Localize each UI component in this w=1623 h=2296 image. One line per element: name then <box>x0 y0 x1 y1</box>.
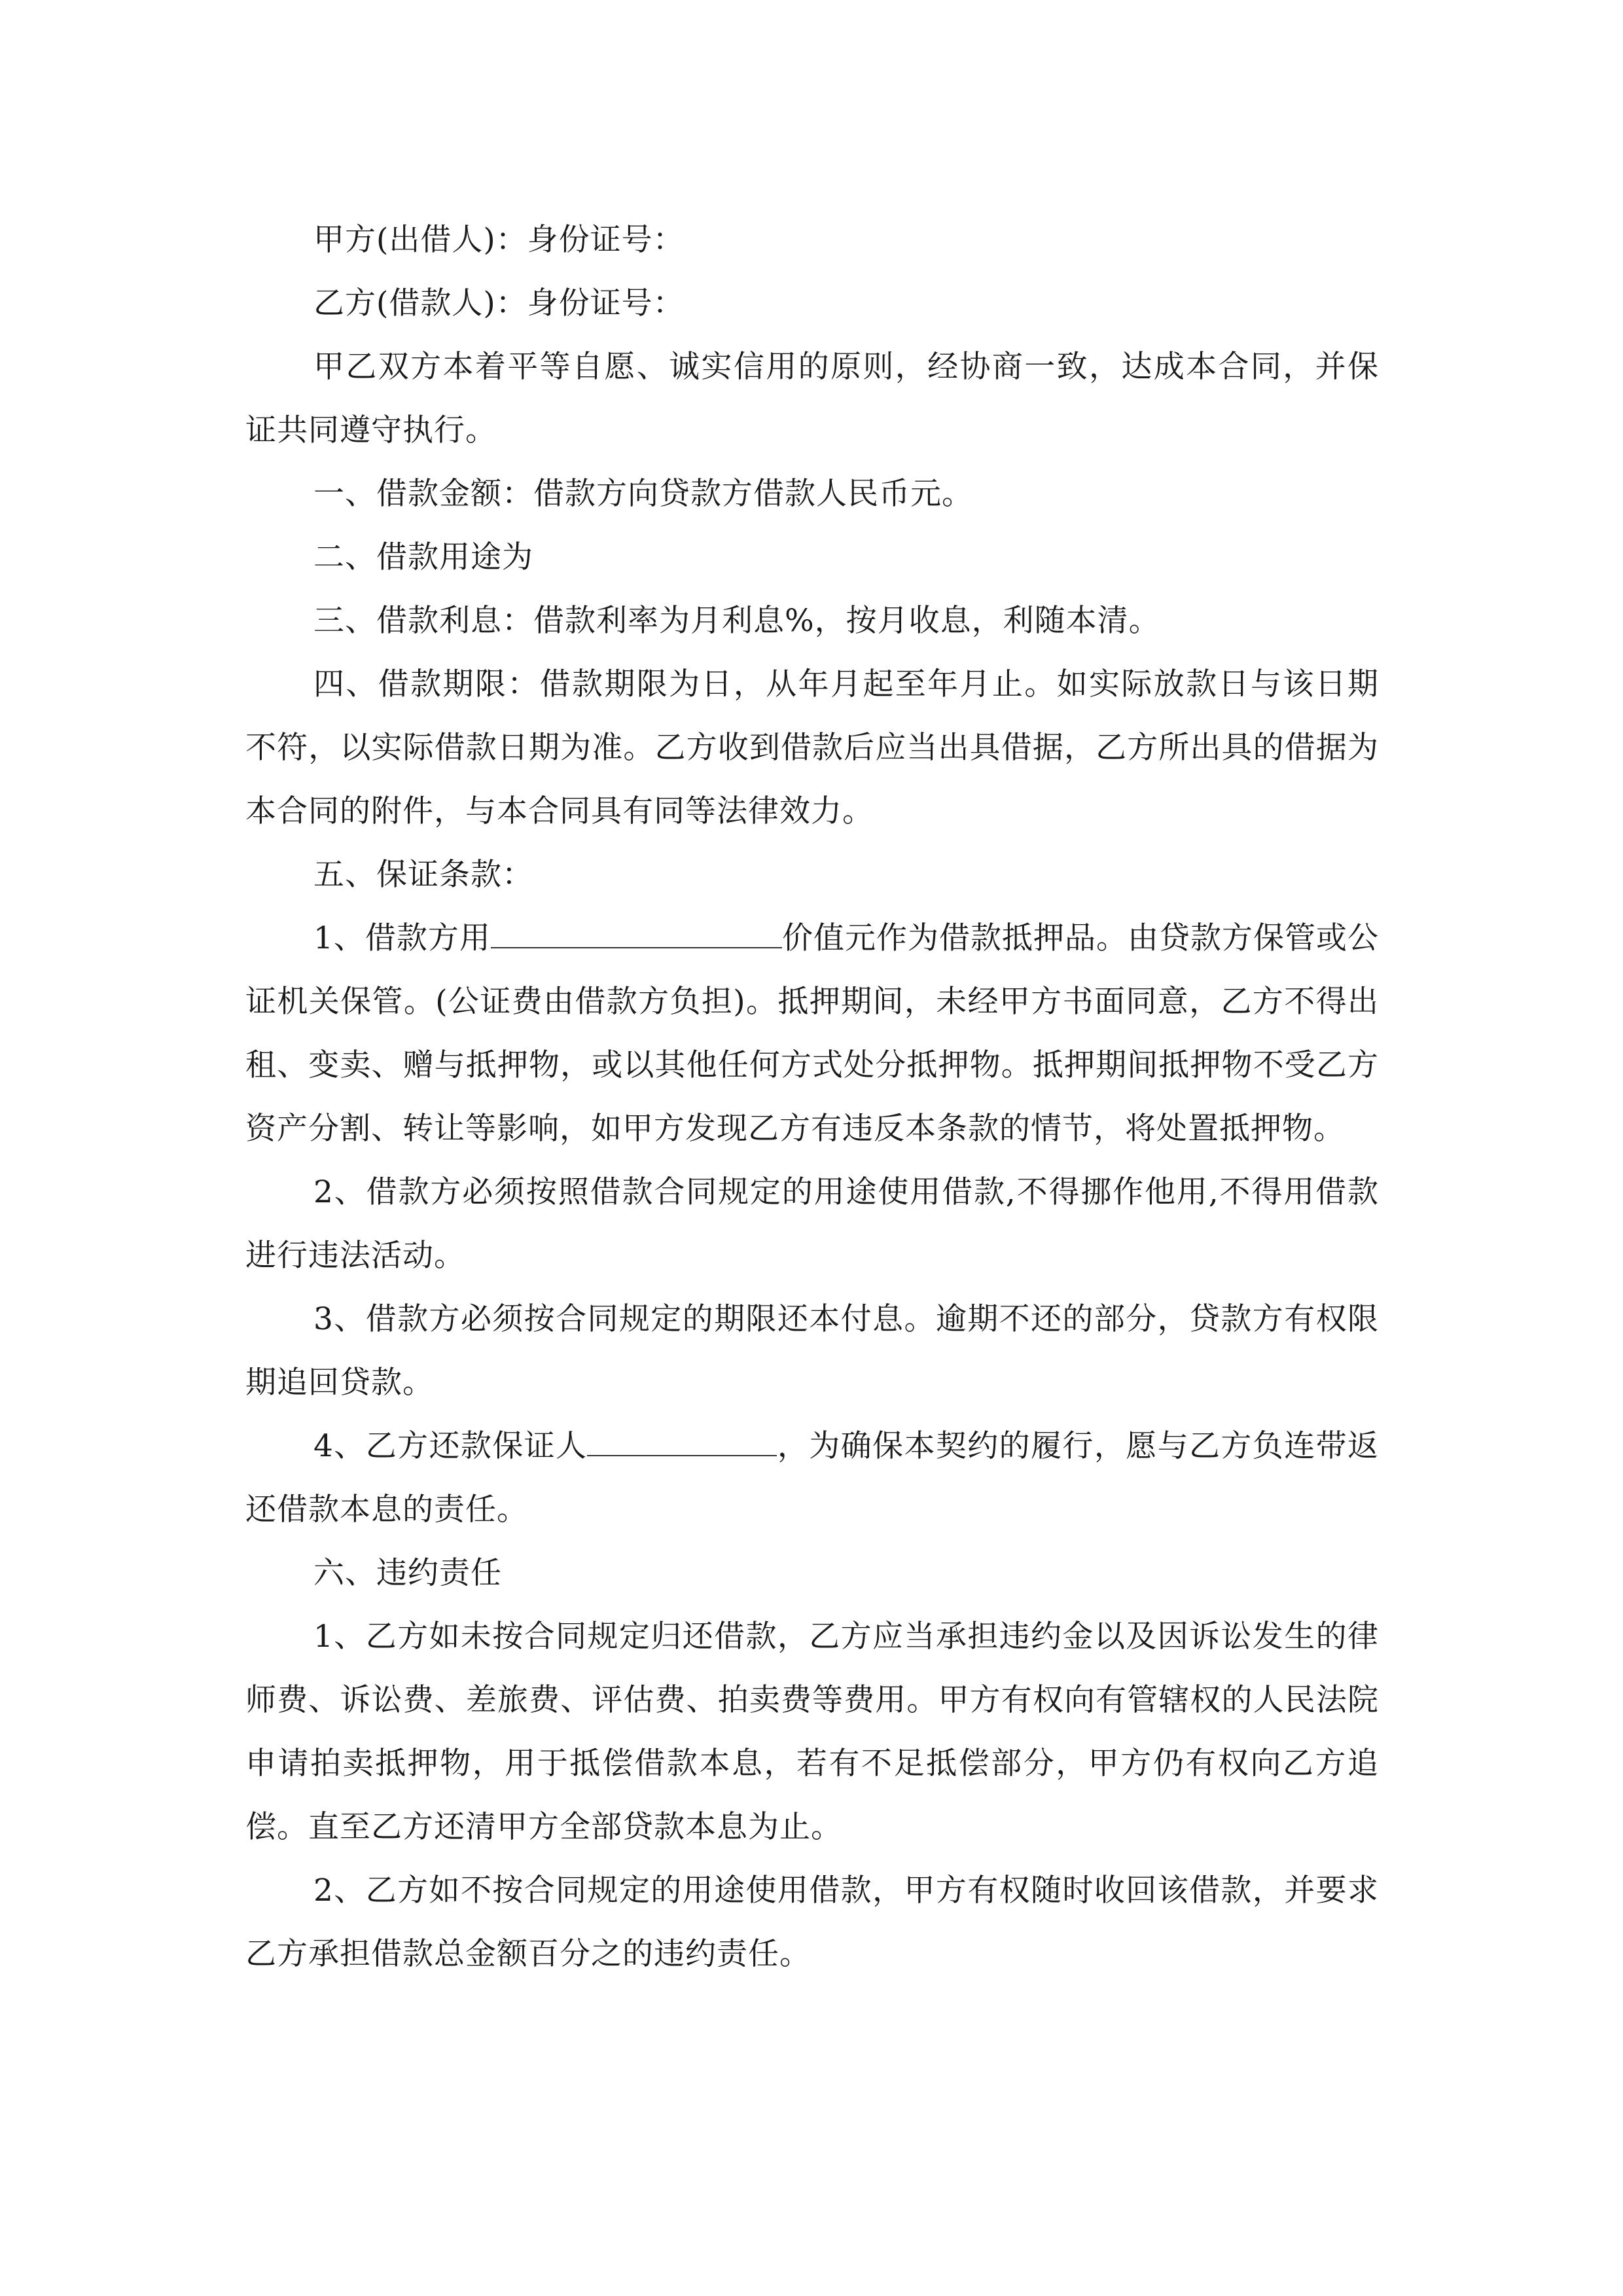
party-b-line: 乙方(借款人)：身份证号： <box>313 285 685 321</box>
clause-liability-1: 1、乙方如未按合同规定归还借款，乙方应当承担违约金以及因诉讼发生的律师费、诉讼费、差旅费、评估费、拍卖费等费用。甲方有权向有管辖权的人民法院申请拍卖抵押物，用于抵偿借款本息，若有不足抵偿部分，甲方仍有权向乙方追偿。直至乙方还清甲方全部贷款本息为止。 <box>245 1619 1379 1845</box>
clause-guarantee-title: 五、保证条款： <box>313 857 533 893</box>
clause-loan-purpose: 二、借款用途为 <box>313 539 533 575</box>
clause-liability-2: 2、乙方如不按合同规定的用途使用借款，甲方有权随时收回该借款，并要求乙方承担借款总金额百分之的违约责任。 <box>245 1873 1379 1972</box>
party-a-line: 甲方(出借人)：身份证号： <box>313 222 685 258</box>
guarantee-4-rest: ，为确保本契约的履行，愿与乙方负连带返还借款本息的责任。 <box>245 1428 1379 1528</box>
guarantee-1-lead: 1、借款方用 <box>313 920 491 956</box>
clause-guarantee-2: 2、借款方必须按照借款合同规定的用途使用借款,不得挪作他用,不得用借款进行违法活动。 <box>245 1174 1379 1274</box>
guarantor-blank <box>587 1429 777 1456</box>
clause-loan-amount: 一、借款金额：借款方向贷款方借款人民币元。 <box>313 476 973 512</box>
clause-liability-title: 六、违约责任 <box>313 1555 502 1591</box>
clause-guarantee-4 <box>245 1414 1379 1541</box>
clause-loan-term: 四、借款期限：借款期限为日，从年月起至年月止。如实际放款日与该日期不符，以实际借款日期为准。乙方收到借款后应当出具借据，乙方所出具的借据为本合同的附件，与本合同具有同等法律效力。 <box>245 666 1379 829</box>
collateral-blank <box>491 921 782 948</box>
contract-body <box>245 208 1379 1986</box>
preamble: 甲乙双方本着平等自愿、诚实信用的原则，经协商一致，达成本合同，并保证共同遵守执行。 <box>245 349 1379 448</box>
clause-guarantee-3: 3、借款方必须按合同规定的期限还本付息。逾期不还的部分，贷款方有权限期追回贷款。 <box>245 1301 1379 1401</box>
clause-guarantee-1 <box>245 906 1379 1160</box>
guarantee-4-lead: 4、乙方还款保证人 <box>313 1428 588 1464</box>
guarantee-1-rest: 价值元作为借款抵押品。由贷款方保管或公证机关保管。(公证费由借款方负担)。抵押期间，未经甲方书面同意，乙方不得出租、变卖、赠与抵押物，或以其他任何方式处分抵押物。抵押期间抵押物不受乙方资产分割、转让等影响，如甲方发现乙方有违反本条款的情节，将处置抵押物。 <box>245 920 1380 1147</box>
clause-loan-interest: 三、借款利息：借款利率为月利息%，按月收息，利随本清。 <box>313 603 1160 639</box>
